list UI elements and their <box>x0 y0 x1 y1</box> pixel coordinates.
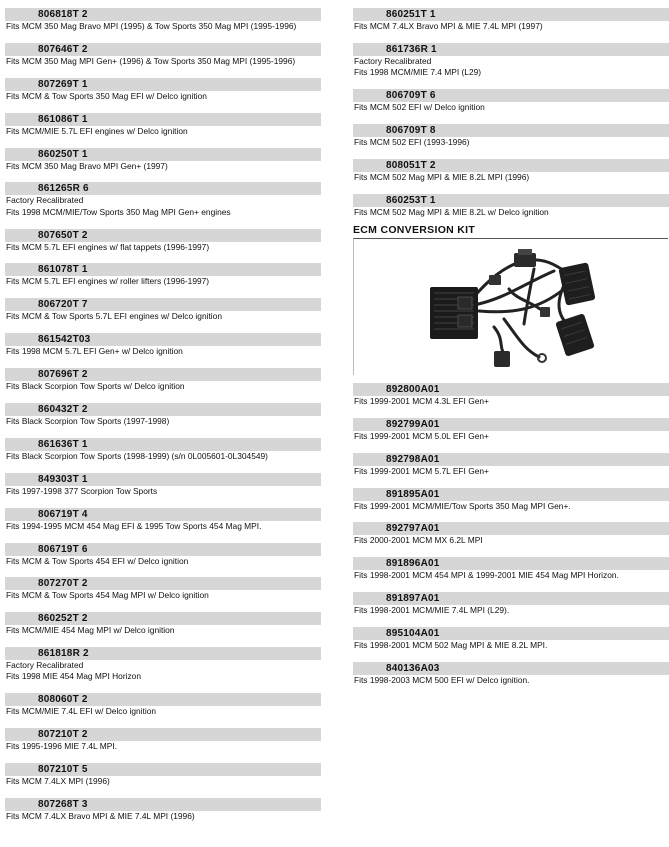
part-number: 808051T 2 <box>353 159 669 172</box>
part-entry <box>5 148 321 172</box>
part-entry <box>5 8 321 32</box>
part-number: 891896A01 <box>353 557 669 570</box>
part-entry <box>5 473 321 497</box>
part-description: Fits 1998-2003 MCM 500 EFI w/ Delco ignition. <box>354 674 530 685</box>
part-entry <box>5 333 321 357</box>
part-description: Fits MCM 7.4LX Bravo MPI & MIE 7.4L MPI (1996) <box>6 811 195 821</box>
part-description: Fits 1999-2001 MCM 5.0L EFI Gen+ <box>354 430 489 441</box>
bottom-connector <box>494 351 510 367</box>
part-entry <box>353 383 669 407</box>
part-entry <box>353 488 669 512</box>
top-connector <box>514 249 536 267</box>
right-coil-pack <box>558 262 595 305</box>
part-description: Fits 1994-1995 MCM 454 Mag EFI & 1995 Tow Sports 454 Mag MPI. <box>6 520 262 531</box>
part-description: Fits MCM 350 Mag Bravo MPI Gen+ (1997) <box>6 160 168 171</box>
part-description: Fits 1995-1996 MIE 7.4L MPI. <box>6 741 117 752</box>
part-description: Fits MCM 502 EFI (1993-1996) <box>354 136 470 147</box>
part-number: 861086T 1 <box>5 113 321 126</box>
part-description: Fits 1998 MCM 5.7L EFI Gen+ w/ Delco ignition <box>6 346 183 357</box>
part-number: 849303T 1 <box>5 473 321 486</box>
part-number: 806720T 7 <box>5 298 321 311</box>
part-description: Fits MCM 7.4LX Bravo MPI & MIE 7.4L MPI (1997) <box>354 21 543 31</box>
part-entry <box>353 194 669 218</box>
part-entry <box>5 113 321 137</box>
part-entry <box>5 693 321 717</box>
part-description: Fits MCM 502 Mag MPI & MIE 8.2L w/ Delco ignition <box>354 206 549 217</box>
part-number: 861265R 6 <box>5 182 321 195</box>
part-description: Fits 1999-2001 MCM 5.7L EFI Gen+ <box>354 465 489 476</box>
part-entry <box>353 124 669 148</box>
part-description: Fits MCM 350 Mag MPI Gen+ (1996) & Tow Sports 350 Mag MPI (1995-1996) <box>6 55 296 66</box>
part-description: Fits 1999-2001 MCM/MIE/Tow Sports 350 Mag MPI Gen+. <box>354 500 571 511</box>
part-number: 806709T 8 <box>353 124 669 137</box>
part-entry <box>5 543 321 567</box>
part-entry <box>353 627 669 651</box>
part-number: 807650T 2 <box>5 229 321 242</box>
part-number: 892799A01 <box>353 418 669 431</box>
part-number: 807696T 2 <box>5 368 321 381</box>
part-entry <box>353 557 669 581</box>
part-number: 860251T 1 <box>353 8 669 21</box>
part-number: 807210T 2 <box>5 728 321 741</box>
part-entry <box>5 577 321 601</box>
part-number: 806719T 6 <box>5 543 321 556</box>
part-entry <box>5 182 321 217</box>
part-entry <box>5 298 321 322</box>
part-entry <box>5 798 321 822</box>
part-entry <box>5 229 321 253</box>
part-note: Factory Recalibrated <box>6 195 84 206</box>
part-entry <box>5 508 321 532</box>
part-entry <box>5 763 321 787</box>
part-entry <box>353 453 669 477</box>
part-entry <box>353 522 669 546</box>
part-number: 807268T 3 <box>5 798 321 811</box>
part-number: 892797A01 <box>353 522 669 535</box>
part-entry <box>353 592 669 616</box>
part-number: 861078T 1 <box>5 263 321 276</box>
part-description: Fits 1998 MCM/MIE/Tow Sports 350 Mag MPI Gen+ engines <box>6 206 231 217</box>
part-number: 860253T 1 <box>353 194 669 207</box>
part-note: Factory Recalibrated <box>6 660 84 671</box>
lower-coil-pack <box>555 313 595 357</box>
left-column <box>5 8 321 833</box>
part-entry <box>5 368 321 392</box>
part-description: Fits MCM 502 EFI w/ Delco ignition <box>354 101 485 112</box>
part-description: Fits Black Scorpion Tow Sports (1997-1998) <box>6 416 170 426</box>
part-entry <box>353 159 669 183</box>
part-entry <box>5 403 321 427</box>
small-connector <box>489 275 501 285</box>
part-description: Fits MCM & Tow Sports 350 Mag EFI w/ Delco ignition <box>6 90 207 101</box>
part-entry <box>5 438 321 462</box>
part-number: 806709T 6 <box>353 89 669 102</box>
part-description: Fits 1998-2001 MCM 502 Mag MPI & MIE 8.2L MPI. <box>354 640 548 651</box>
part-entry <box>5 263 321 287</box>
part-description: Fits 1998-2001 MCM/MIE 7.4L MPI (L29). <box>354 605 510 616</box>
section-title: ECM CONVERSION KIT <box>353 223 476 236</box>
small-connector <box>540 307 550 317</box>
ecm-wiring-harness-illustration <box>354 239 668 375</box>
part-number: 891895A01 <box>353 488 669 501</box>
part-description: Fits MCM 7.4LX MPI (1996) <box>6 776 110 787</box>
part-number: 806719T 4 <box>5 508 321 521</box>
part-number: 892800A01 <box>353 383 669 396</box>
part-description: Fits MCM/MIE 5.7L EFI engines w/ Delco ignition <box>6 125 188 136</box>
part-number: 895104A01 <box>353 627 669 640</box>
part-description: Fits Black Scorpion Tow Sports w/ Delco ignition <box>6 381 185 392</box>
part-description: Fits 1998 MIE 454 Mag MPI Horizon <box>6 671 141 682</box>
part-description: Fits MCM/MIE 7.4L EFI w/ Delco ignition <box>6 706 157 717</box>
part-description: Fits MCM & Tow Sports 454 EFI w/ Delco ignition <box>6 555 189 566</box>
part-entry <box>5 728 321 752</box>
part-number: 891897A01 <box>353 592 669 605</box>
part-entry <box>353 43 669 78</box>
part-number: 807270T 2 <box>5 577 321 590</box>
part-number: 807269T 1 <box>5 78 321 91</box>
part-description: Fits MCM 502 Mag MPI & MIE 8.2L MPI (1996) <box>354 171 530 182</box>
part-number: 861542T03 <box>5 333 321 346</box>
part-number: 860250T 1 <box>5 148 321 161</box>
part-description: Fits 1997-1998 377 Scorpion Tow Sports <box>6 485 158 496</box>
part-number: 861818R 2 <box>5 647 321 660</box>
part-description: Fits MCM & Tow Sports 5.7L EFI engines w/ Delco ignition <box>6 311 222 322</box>
right-column <box>353 8 669 697</box>
ecm-kit-photo <box>353 238 668 375</box>
part-description: Fits 2000-2001 MCM MX 6.2L MPI <box>354 535 483 546</box>
part-description: Fits MCM 5.7L EFI engines w/ flat tappets (1996-1997) <box>6 241 210 252</box>
part-number: 860252T 2 <box>5 612 321 625</box>
part-description: Fits 1999-2001 MCM 4.3L EFI Gen+ <box>354 395 489 406</box>
part-description: Fits MCM 350 Mag Bravo MPI (1995) & Tow Sports 350 Mag MPI (1995-1996) <box>6 21 297 31</box>
part-description: Fits 1998-2001 MCM 454 MPI & 1999-2001 MIE 454 Mag MPI Horizon. <box>354 570 619 581</box>
part-note: Factory Recalibrated <box>354 55 432 66</box>
part-description: Fits MCM 5.7L EFI engines w/ roller lifters (1996-1997) <box>6 276 210 287</box>
part-number: 807210T 5 <box>5 763 321 776</box>
part-entry <box>353 8 669 32</box>
part-description: Fits MCM & Tow Sports 454 Mag MPI w/ Delco ignition <box>6 590 209 601</box>
part-number: 840136A03 <box>353 662 669 675</box>
part-number: 861636T 1 <box>5 438 321 451</box>
part-number: 892798A01 <box>353 453 669 466</box>
part-entry <box>5 78 321 102</box>
part-entry <box>353 662 669 686</box>
part-description: Fits 1998 MCM/MIE 7.4 MPI (L29) <box>354 67 482 78</box>
part-entry <box>5 612 321 636</box>
part-description: Fits MCM/MIE 454 Mag MPI w/ Delco ignition <box>6 625 175 636</box>
part-entry <box>353 89 669 113</box>
part-entry <box>5 43 321 67</box>
part-number: 807646T 2 <box>5 43 321 56</box>
part-number: 808060T 2 <box>5 693 321 706</box>
part-entry <box>353 418 669 442</box>
part-description: Fits Black Scorpion Tow Sports (1998-1999) (s/n 0L005601-0L304549) <box>6 450 268 461</box>
part-number: 860432T 2 <box>5 403 321 416</box>
part-number: 806818T 2 <box>5 8 321 21</box>
part-number: 861736R 1 <box>353 43 669 56</box>
part-entry <box>5 647 321 682</box>
ecm-module <box>430 287 478 339</box>
